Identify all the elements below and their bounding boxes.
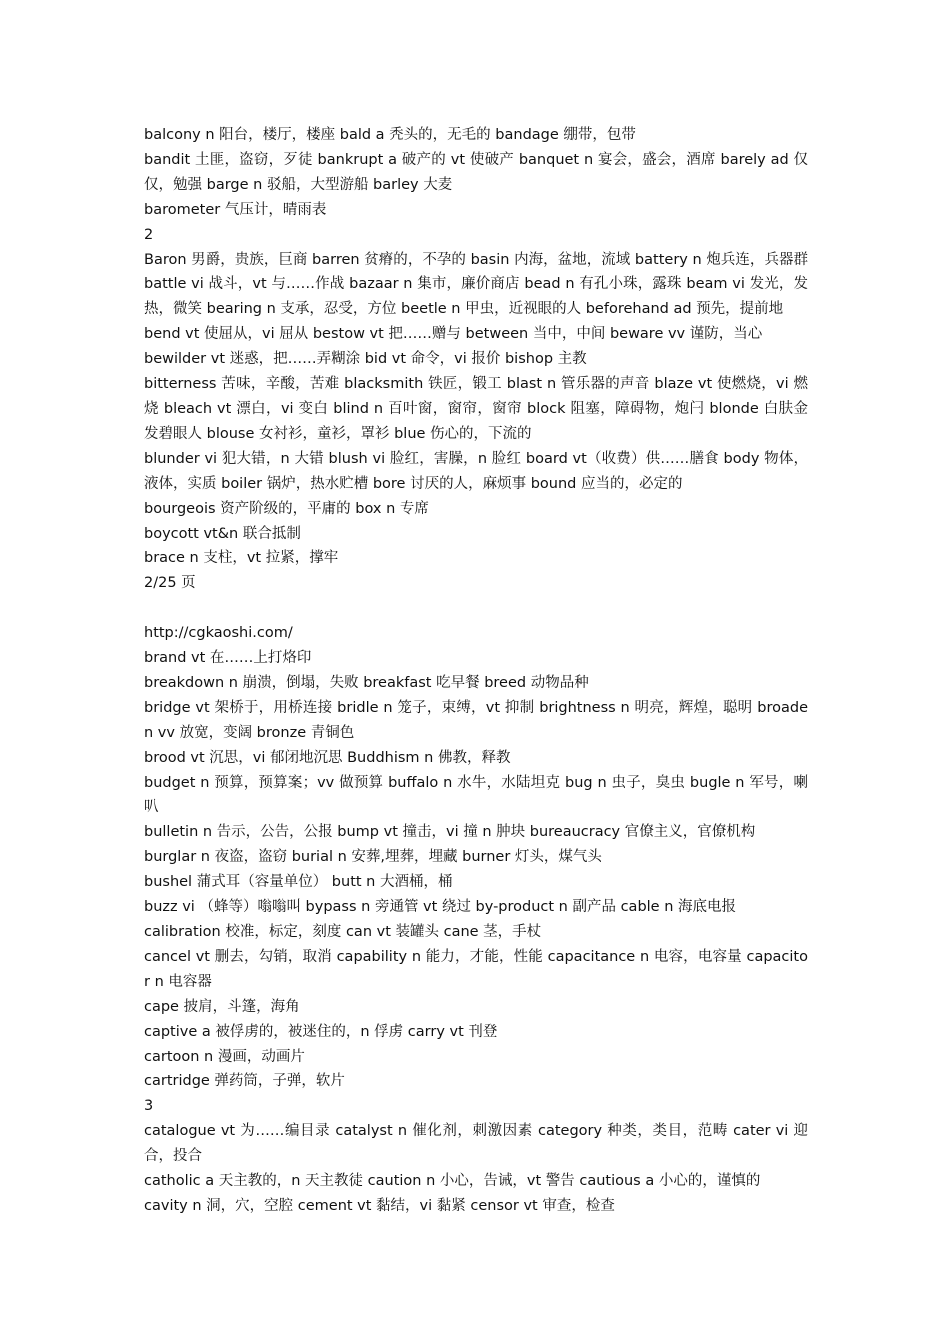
text-line: bewilder vt 迷惑，把……弄糊涂 bid vt 命令，vi 报价 bishop 主教 [144,351,587,368]
text-line: brand vt 在……上打烙印 [144,650,312,667]
text-line: bridge vt 架桥于，用桥连接 bridle n 笼子，束缚，vt 抑制 brightness n 明亮，辉煌，聪明 broaden vv 放宽，变阔 bronze 青铜色 [144,699,808,741]
text-line: bulletin n 告示，公告，公报 bump vt 撞击，vi 撞 n 肿块 bureaucracy 官僚主义，官僚机构 [144,824,756,841]
text-line: bandit 土匪，盗窃，歹徒 bankrupt a 破产的 vt 使破产 banquet n 宴会，盛会，酒席 barely ad 仅仅，勉强 barge n 驳船，大型游船 barley 大麦 [144,151,808,193]
text-line: balcony n 阳台，楼厅，楼座 bald a 秃头的，无毛的 bandage 绷带，包带 [144,127,636,143]
text-line: bitterness 苦味，辛酸，苦难 blacksmith 铁匠，锻工 blast n 管乐器的声音 blaze vt 使燃烧，vi 燃烧 bleach vt 漂白，vi 变白 blind n 百叶窗，窗帘，窗帘 block 阻塞，障碍物，炮闩 blonde 白肤金发碧眼人 blouse 女衬衫，童衫，罩衫 blue 伤心的，下流的 [144,376,808,442]
text-line: cartridge 弹药筒，子弹，软片 [144,1073,345,1090]
text-line: calibration 校准，标定，刻度 can vt 装罐头 cane 茎，手杖 [144,923,542,940]
text-line: brace n 支柱，vt 拉紧，撑牢 [144,550,339,567]
text-line: budget n 预算，预算案；vv 做预算 buffalo n 水牛，水陆坦克 bug n 虫子，臭虫 bugle n 军号，喇叭 [144,774,808,816]
document-page [144,123,808,1219]
text-line: cartoon n 漫画，动画片 [144,1048,305,1065]
text-line: blunder vi 犯大错，n 大错 blush vi 脸红，害臊，n 脸红 board vt（收费）供……膳食 body 物体，液体，实质 boiler 锅炉，热水贮槽 bore 讨厌的人，麻烦事 bound 应当的，必定的 [144,450,808,492]
section-number: 3 [144,1098,154,1115]
blank-line [144,596,808,621]
text-line: cancel vt 删去，勾销，取消 capability n 能力，才能，性能 capacitance n 电容，电容量 capacitor n 电容器 [144,948,808,990]
text-line: catalogue vt 为……编目录 catalyst n 催化剂，刺激因素 category 种类，类目，范畴 cater vi 迎合，投合 [144,1123,808,1165]
text-line: captive a 被俘虏的，被迷住的，n 俘虏 carry vt 刊登 [144,1023,498,1040]
text-line: buzz vi （蜂等）嗡嗡叫 bypass n 旁通管 vt 绕过 by-product n 副产品 cable n 海底电报 [144,899,737,916]
text-line: cavity n 洞，穴，空腔 cement vt 黏结，vi 黏紧 censor vt 审查，检查 [144,1197,615,1214]
text-line: cape 披肩，斗篷，海角 [144,998,300,1015]
text-line: burglar n 夜盗，盗窃 burial n 安葬,埋葬，埋藏 burner 灯头，煤气头 [144,849,602,866]
source-url: http://cgkaoshi.com/ [144,625,293,642]
text-line: catholic a 天主教的，n 天主教徒 caution n 小心，告诫，vt 警告 cautious a 小心的，谨慎的 [144,1173,761,1190]
text-line: Baron 男爵，贵族，巨商 barren 贫瘠的，不孕的 basin 内海，盆地，流域 battery n 炮兵连，兵器群 battle vi 战斗，vt 与……作战 bazaar n 集市，廉价商店 bead n 有孔小珠，露珠 beam vi 发光，发热，微笑 bearing n 支承，忍受，方位 beetle n 甲虫，近视眼的人 beforehand ad 预先，提前地 [144,251,808,318]
page-footer: 2/25 页 [144,575,196,592]
text-line: bourgeois 资产阶级的，平庸的 box n 专席 [144,500,429,517]
text-line: bushel 蒲式耳（容量单位） butt n 大酒桶，桶 [144,874,453,891]
text-line: brood vt 沉思，vi 郁闭地沉思 Buddhism n 佛教，释教 [144,749,511,766]
text-line: breakdown n 崩溃，倒塌，失败 breakfast 吃早餐 breed 动物品种 [144,674,589,691]
section-number: 2 [144,226,154,243]
text-line: boycott vt&n 联合抵制 [144,525,301,542]
text-line: barometer 气压计，晴雨表 [144,201,327,218]
text-line: bend vt 使屈从，vi 屈从 bestow vt 把……赠与 between 当中，中间 beware vv 谨防，当心 [144,326,763,343]
